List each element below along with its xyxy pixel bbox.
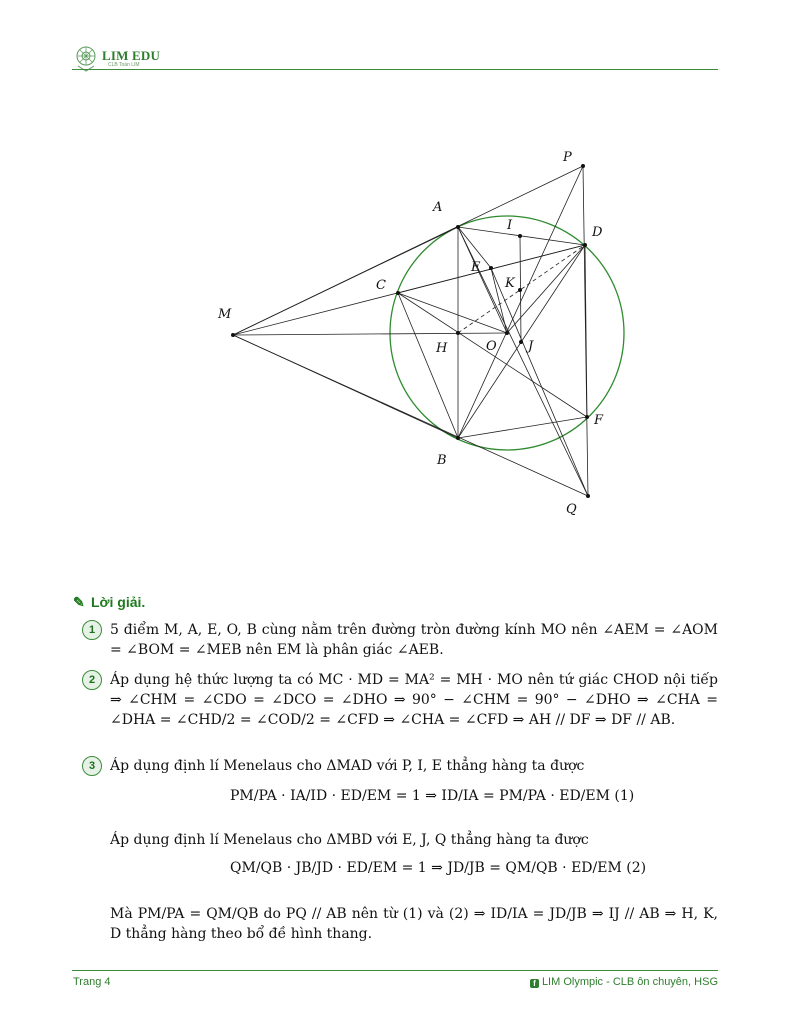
label-i: I bbox=[507, 218, 513, 233]
page-number: Trang 4 bbox=[73, 976, 111, 988]
step-text: Áp dụng định lí Menelaus cho ΔMAD với P, I, E thẳng hàng ta được bbox=[110, 758, 585, 774]
solution-step-3 bbox=[84, 756, 718, 776]
equation-1: PM/PA · IA/ID · ED/EM = 1 ⇒ ID/IA = PM/PA · ED/EM (1) bbox=[230, 788, 635, 804]
step-number: 2 bbox=[82, 670, 102, 690]
equation-2: QM/QB · JB/JD · ED/EM = 1 ⇒ JD/JB = QM/QB · ED/EM (2) bbox=[230, 860, 647, 876]
edit-pen-icon: ✎ bbox=[73, 594, 85, 610]
step-number: 3 bbox=[82, 756, 102, 776]
geometry-figure bbox=[200, 140, 640, 530]
label-e: E bbox=[471, 260, 481, 275]
label-h: H bbox=[436, 341, 448, 356]
label-p: P bbox=[563, 150, 572, 165]
label-b: B bbox=[437, 453, 447, 468]
label-c: C bbox=[376, 278, 386, 293]
solution-step-1 bbox=[84, 620, 718, 660]
solution-step-2 bbox=[84, 670, 718, 730]
brand-subtitle: CLB Toán LIM bbox=[108, 62, 140, 68]
page-header bbox=[72, 42, 718, 72]
brand-name: LIM EDU bbox=[102, 48, 161, 63]
label-q: Q bbox=[566, 502, 577, 517]
label-j: J bbox=[528, 339, 534, 354]
footer-divider bbox=[72, 970, 718, 971]
label-o: O bbox=[486, 339, 497, 354]
label-a: A bbox=[433, 200, 443, 215]
label-k: K bbox=[505, 276, 515, 291]
lim-edu-logo-icon bbox=[72, 44, 100, 72]
step-number: 1 bbox=[82, 620, 102, 640]
label-d: D bbox=[592, 225, 603, 240]
label-f: F bbox=[594, 413, 604, 428]
facebook-icon: f bbox=[530, 979, 539, 988]
conclusion: Mà PM/PA = QM/QB do PQ // AB nên từ (1) và (2) ⇒ ID/IA = JD/JB ⇒ IJ // AB ⇒ H, K, D thẳng hàng theo bổ đề hình thang. bbox=[110, 906, 718, 942]
step-text: Áp dụng hệ thức lượng ta có MC · MD = MA² = MH · MO nên tứ giác CHOD nội tiếp ⇒ ∠CHM = ∠CDO = ∠DCO = ∠DHO ⇒ 90° − ∠CHM = 90° − ∠DHO ⇒ ∠CHA = ∠DHA = ∠CHD/2 = ∠COD/2 = ∠CFD ⇒ ∠CHA = ∠CFD ⇒ AH // DF ⇒ DF // AB. bbox=[110, 672, 718, 728]
solution-title: ✎ Lời giải. bbox=[73, 594, 146, 610]
step-text: 5 điểm M, A, E, O, B cùng nằm trên đường tròn đường kính MO nên ∠AEM = ∠AOM = ∠BOM = ∠MEB nên EM là phân giác ∠AEB. bbox=[110, 622, 718, 658]
footer-credit: f LIM Olympic - CLB ôn chuyên, HSG bbox=[530, 976, 718, 988]
header-divider bbox=[72, 69, 718, 70]
label-m: M bbox=[218, 307, 232, 322]
menelaus-line-2: Áp dụng định lí Menelaus cho ΔMBD với E, J, Q thẳng hàng ta được bbox=[110, 832, 589, 848]
